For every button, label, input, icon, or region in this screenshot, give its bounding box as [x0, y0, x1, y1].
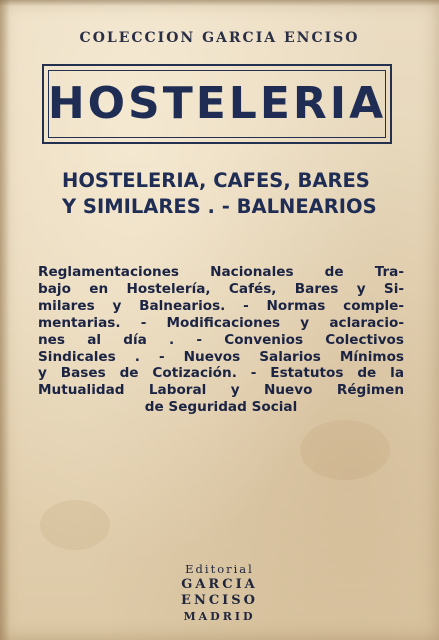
description-line: Reglamentaciones Nacionales de Tra- — [38, 264, 404, 280]
description-line: nes al día . - Convenios Colectivos — [38, 331, 404, 348]
contents-description — [38, 264, 404, 416]
cover-spine-edge — [0, 0, 10, 640]
description-line: milares y Balnearios. - Normas comple- — [38, 297, 404, 314]
cover-top-edge — [0, 0, 439, 6]
title-frame-inner — [48, 70, 386, 138]
publisher-name-line2: ENCISO — [181, 593, 258, 608]
series-name: COLECCION GARCIA ENCISO — [79, 30, 360, 46]
subtitle-line: Y SIMILARES . - BALNEARIOS — [62, 195, 377, 218]
title-frame — [42, 64, 392, 144]
book-subtitle — [62, 168, 392, 220]
paper-stain — [300, 420, 390, 480]
description-line: Mutualidad Laboral y Nuevo Régimen — [38, 382, 404, 399]
publisher-label: Editorial — [185, 562, 254, 576]
description-line: y Bases de Cotización. - Estatutos de la — [38, 365, 404, 382]
publisher-city: MADRID — [183, 610, 256, 623]
publisher-name-line1: GARCIA — [181, 577, 258, 592]
subtitle-line: HOSTELERIA, CAFES, BARES — [62, 169, 370, 192]
description-line: mentarias. - Modificaciones y aclaracio- — [38, 314, 404, 331]
paper-stain — [40, 500, 110, 550]
description-line: bajo en Hostelería, Cafés, Bares y Si- — [38, 280, 404, 297]
description-line: de Seguridad Social — [144, 399, 298, 416]
description-line: Sindicales . - Nuevos Salarios Mínimos — [38, 348, 404, 365]
publisher-imprint — [0, 562, 439, 624]
book-title: HOSTELERIA — [47, 78, 387, 129]
